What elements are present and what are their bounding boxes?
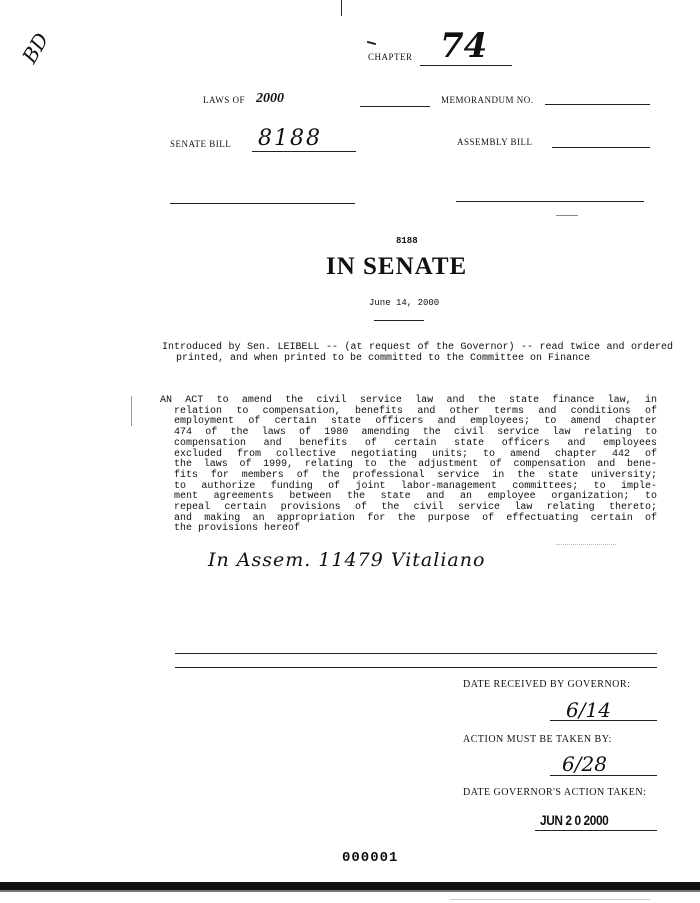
- act-body: [160, 396, 657, 535]
- act-line: the provisions hereof: [174, 523, 301, 535]
- action-taken-label: DATE GOVERNOR'S ACTION TAKEN:: [463, 787, 647, 798]
- chapter-label: CHAPTER: [368, 52, 413, 62]
- action-taken-line: [535, 830, 657, 831]
- act-line: fits for members of the professional service in the state university;: [174, 469, 657, 481]
- act-line: ment agreements between the state and an employee organization; to: [174, 491, 657, 503]
- bill-number: 8188: [396, 236, 418, 246]
- act-margin-mark: [131, 396, 132, 426]
- action-by-value: 6/28: [562, 752, 607, 776]
- blank-line-left: [170, 203, 355, 204]
- act-line: relation to compensation, benefits and other terms and conditions of: [174, 405, 657, 417]
- date-received-label: DATE RECEIVED BY GOVERNOR:: [463, 679, 631, 690]
- act-line: employment of certain state officers and employees; to amend chapter: [174, 416, 657, 428]
- top-tick: [341, 0, 342, 16]
- action-by-label: ACTION MUST BE TAKEN BY:: [463, 734, 612, 745]
- date-received-line: [550, 720, 657, 721]
- date-received-value: 6/14: [566, 698, 611, 722]
- laws-of-year: 2000: [256, 91, 284, 106]
- senate-bill-number: 8188: [258, 126, 322, 151]
- act-line: and making an appropriation for the purpose of effectuating certain of: [174, 512, 657, 524]
- blank-line-right: [456, 201, 644, 202]
- senate-bill-label: SENATE BILL: [170, 139, 232, 149]
- bill-date: June 14, 2000: [369, 298, 440, 308]
- margin-initials: BD: [17, 28, 54, 68]
- laws-of-line: [360, 106, 430, 107]
- assembly-bill-label: ASSEMBLY BILL: [457, 137, 533, 147]
- house-title: IN SENATE: [326, 253, 468, 280]
- faint-dots: [556, 544, 616, 545]
- act-line: excluded from collective negotiating units; to amend chapter 442 of: [174, 448, 657, 460]
- rule-1: [175, 653, 657, 654]
- act-line: AN ACT to amend the civil service law and the state finance law, in: [160, 395, 657, 406]
- assembly-bill-line: [552, 147, 650, 148]
- bottom-faint-line: [450, 899, 650, 900]
- act-line: repeal certain provisions of the civil service law relating thereto;: [174, 502, 657, 514]
- act-line: compensation and benefits of certain state officers and employees: [174, 437, 657, 449]
- handwritten-assembly-note: In Assem. 11479 Vitaliano: [208, 549, 486, 571]
- act-line: to authorize funding of joint labor-management committees; to imple-: [174, 480, 657, 492]
- chapter-number: 74: [440, 26, 488, 66]
- bottom-scan-edge: [0, 890, 700, 892]
- blank-line-small: [556, 215, 578, 216]
- laws-of-label: LAWS OF: [203, 95, 246, 105]
- chapter-dash: [367, 41, 376, 45]
- action-by-line: [550, 775, 657, 776]
- memorandum-line: [545, 104, 650, 105]
- date-underline: [374, 320, 424, 321]
- act-line: 474 of the laws of 1980 amending the civil service law relating to: [174, 427, 657, 439]
- chapter-underline: [420, 65, 512, 66]
- memorandum-label: MEMORANDUM NO.: [441, 95, 534, 105]
- page-number: 000001: [342, 850, 399, 866]
- action-taken-stamp: JUN 2 0 2000: [540, 812, 609, 828]
- act-line: the laws of 1999, relating to the adjustment of compensation and bene-: [174, 459, 657, 471]
- rule-2: [175, 667, 657, 668]
- introduced-paragraph: Introduced by Sen. LEIBELL -- (at request of the Governor) -- read twice and ordered printed, and when printed to be committed to the Committee on Finance: [162, 342, 673, 364]
- senate-bill-line: [252, 151, 356, 152]
- bottom-scan-bar: [0, 882, 700, 890]
